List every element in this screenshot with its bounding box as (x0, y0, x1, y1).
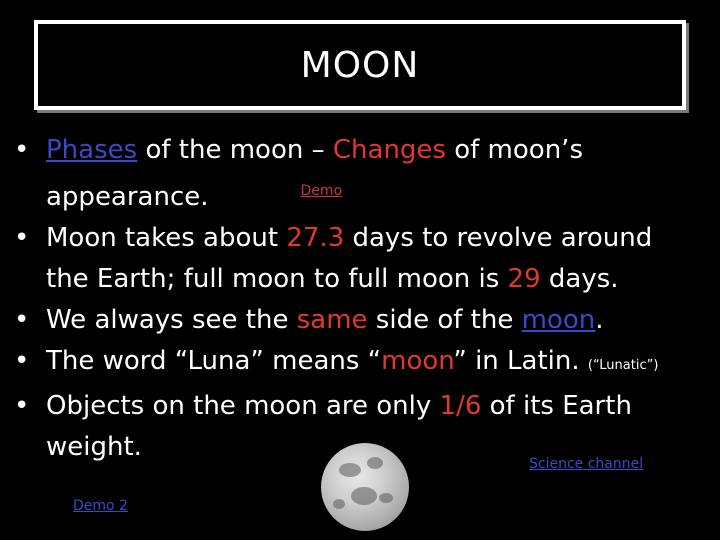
changes-text: Changes (332, 135, 446, 165)
bullet-text: days to revolve around (344, 223, 653, 253)
bullet-text: We always see the (46, 305, 297, 335)
slide-title: MOON (300, 44, 420, 86)
title-box (34, 20, 686, 110)
fraction-value: 1/6 (439, 391, 482, 421)
demo2-link[interactable]: Demo 2 (73, 498, 128, 514)
days-value: 29 (507, 264, 541, 294)
bullet-text: the Earth; full moon to full moon is (46, 264, 508, 294)
bullet-text: . (595, 305, 604, 335)
bullet-text: of moon’s (445, 135, 583, 165)
days-value: 27.3 (286, 223, 345, 253)
demo-link[interactable]: Demo (300, 183, 343, 199)
bullet-revolution (14, 218, 714, 300)
bullet-text: side of the (367, 305, 522, 335)
science-channel-link[interactable]: Science channel (529, 456, 644, 472)
bullet-dot: • (14, 346, 30, 376)
moon-link[interactable]: moon (521, 305, 596, 335)
bullet-text: ” in Latin. (453, 346, 588, 376)
lunatic-note: (“Lunatic”) (587, 358, 659, 373)
bullet-dot: • (14, 391, 30, 421)
bullet-text: weight. (46, 432, 142, 462)
bullet-same-side (14, 300, 714, 341)
bullet-text: days. (540, 264, 619, 294)
bullet-text: Moon takes about (46, 223, 287, 253)
bullet-dot: • (14, 305, 30, 335)
bullet-text: of the moon – (137, 135, 333, 165)
moon-image (321, 443, 409, 531)
bullet-list (14, 130, 714, 468)
bullet-text: of its Earth (481, 391, 632, 421)
bullet-dot: • (14, 135, 30, 165)
bullet-text: The word “Luna” means “ (46, 346, 382, 376)
bullet-text: Objects on the moon are only (46, 391, 440, 421)
bullet-phases (14, 130, 714, 218)
bullet-luna (14, 341, 714, 386)
phases-link[interactable]: Phases (46, 135, 138, 165)
same-text: same (296, 305, 368, 335)
bullet-dot: • (14, 223, 30, 253)
moon-word: moon (381, 346, 454, 376)
bullet-text: appearance. (46, 182, 209, 212)
